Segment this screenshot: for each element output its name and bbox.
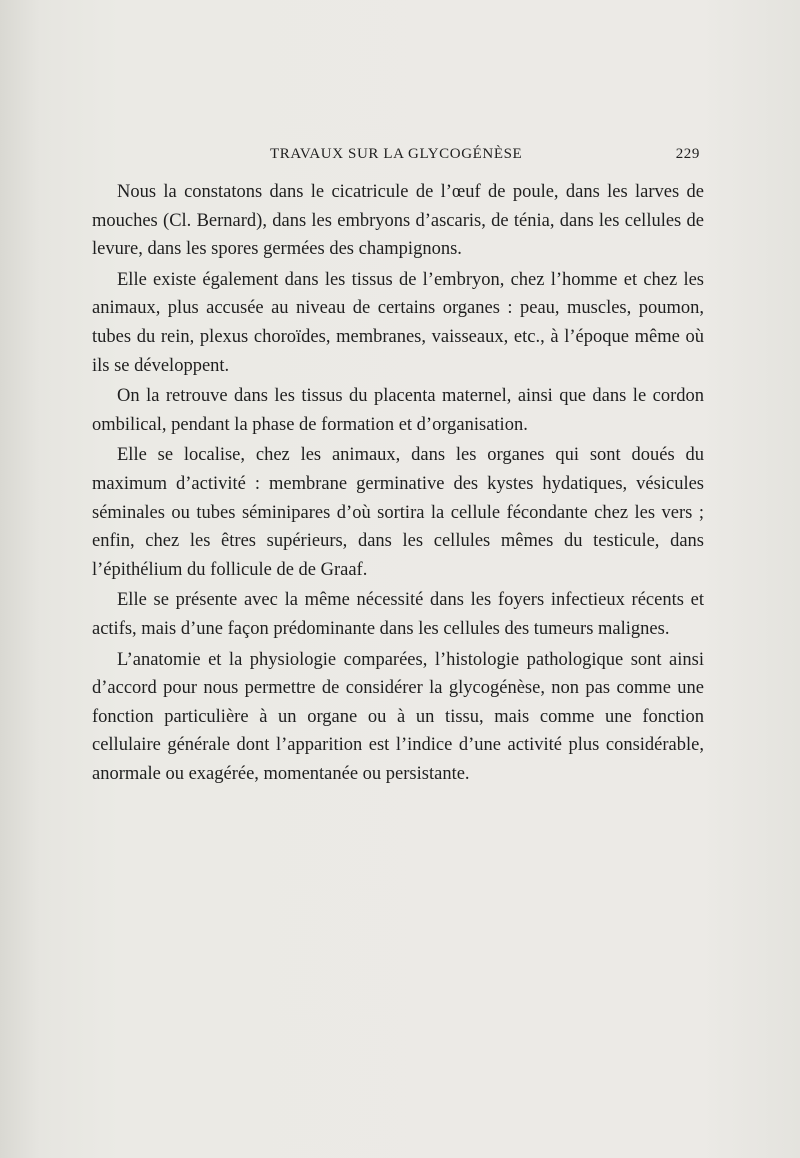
running-title: TRAVAUX SUR LA GLYCOGÉNÈSE [270,146,523,162]
body-text [92,178,704,790]
paragraph-6: L’anatomie et la physiologie comparées, l’histologie pathologique sont ainsi d’accord pour nous permettre de considérer la glycogénèse, non pas comme une fonction particulière à un organe ou à un tissu, mais comme une fonction cellulaire générale dont l’apparition est l’indice d’une activité plus considérable, anormale ou exagérée, momentanée ou persistante. [92,649,704,784]
paragraph-4: Elle se localise, chez les animaux, dans les organes qui sont doués du maximum d’activité : membrane germinative des kystes hydatiques, vésicules séminales ou tubes séminipares d’où sortira la cellule fécondante chez les vers ; enfin, chez les êtres supérieurs, dans les cellules mêmes du testicule, dans l’épithélium du follicule de de Graaf. [92,445,704,580]
paragraph-3: On la retrouve dans les tissus du placenta maternel, ainsi que dans le cordon ombilical, pendant la phase de formation et d’organisation. [92,386,704,435]
page-number: 229 [675,146,700,162]
paragraph-1: Nous la constatons dans le cicatricule de l’œuf de poule, dans les larves de mouches (Cl. Bernard), dans les embryons d’ascaris, de ténia, dans les cellules de levure, dans les spores germées des champignons. [92,182,704,260]
paragraph-2: Elle existe également dans les tissus de l’embryon, chez l’homme et chez les animaux, plus accusée au niveau de certains organes : peau, muscles, poumon, tubes du rein, plexus choroïdes, membranes, vaisseaux, etc., à l’époque même où ils se développent. [92,269,704,376]
running-header [92,146,704,168]
paragraph-5: Elle se présente avec la même nécessité dans les foyers infectieux récents et actifs, mais d’une façon prédominante dans les cellules des tumeurs malignes. [92,590,704,639]
